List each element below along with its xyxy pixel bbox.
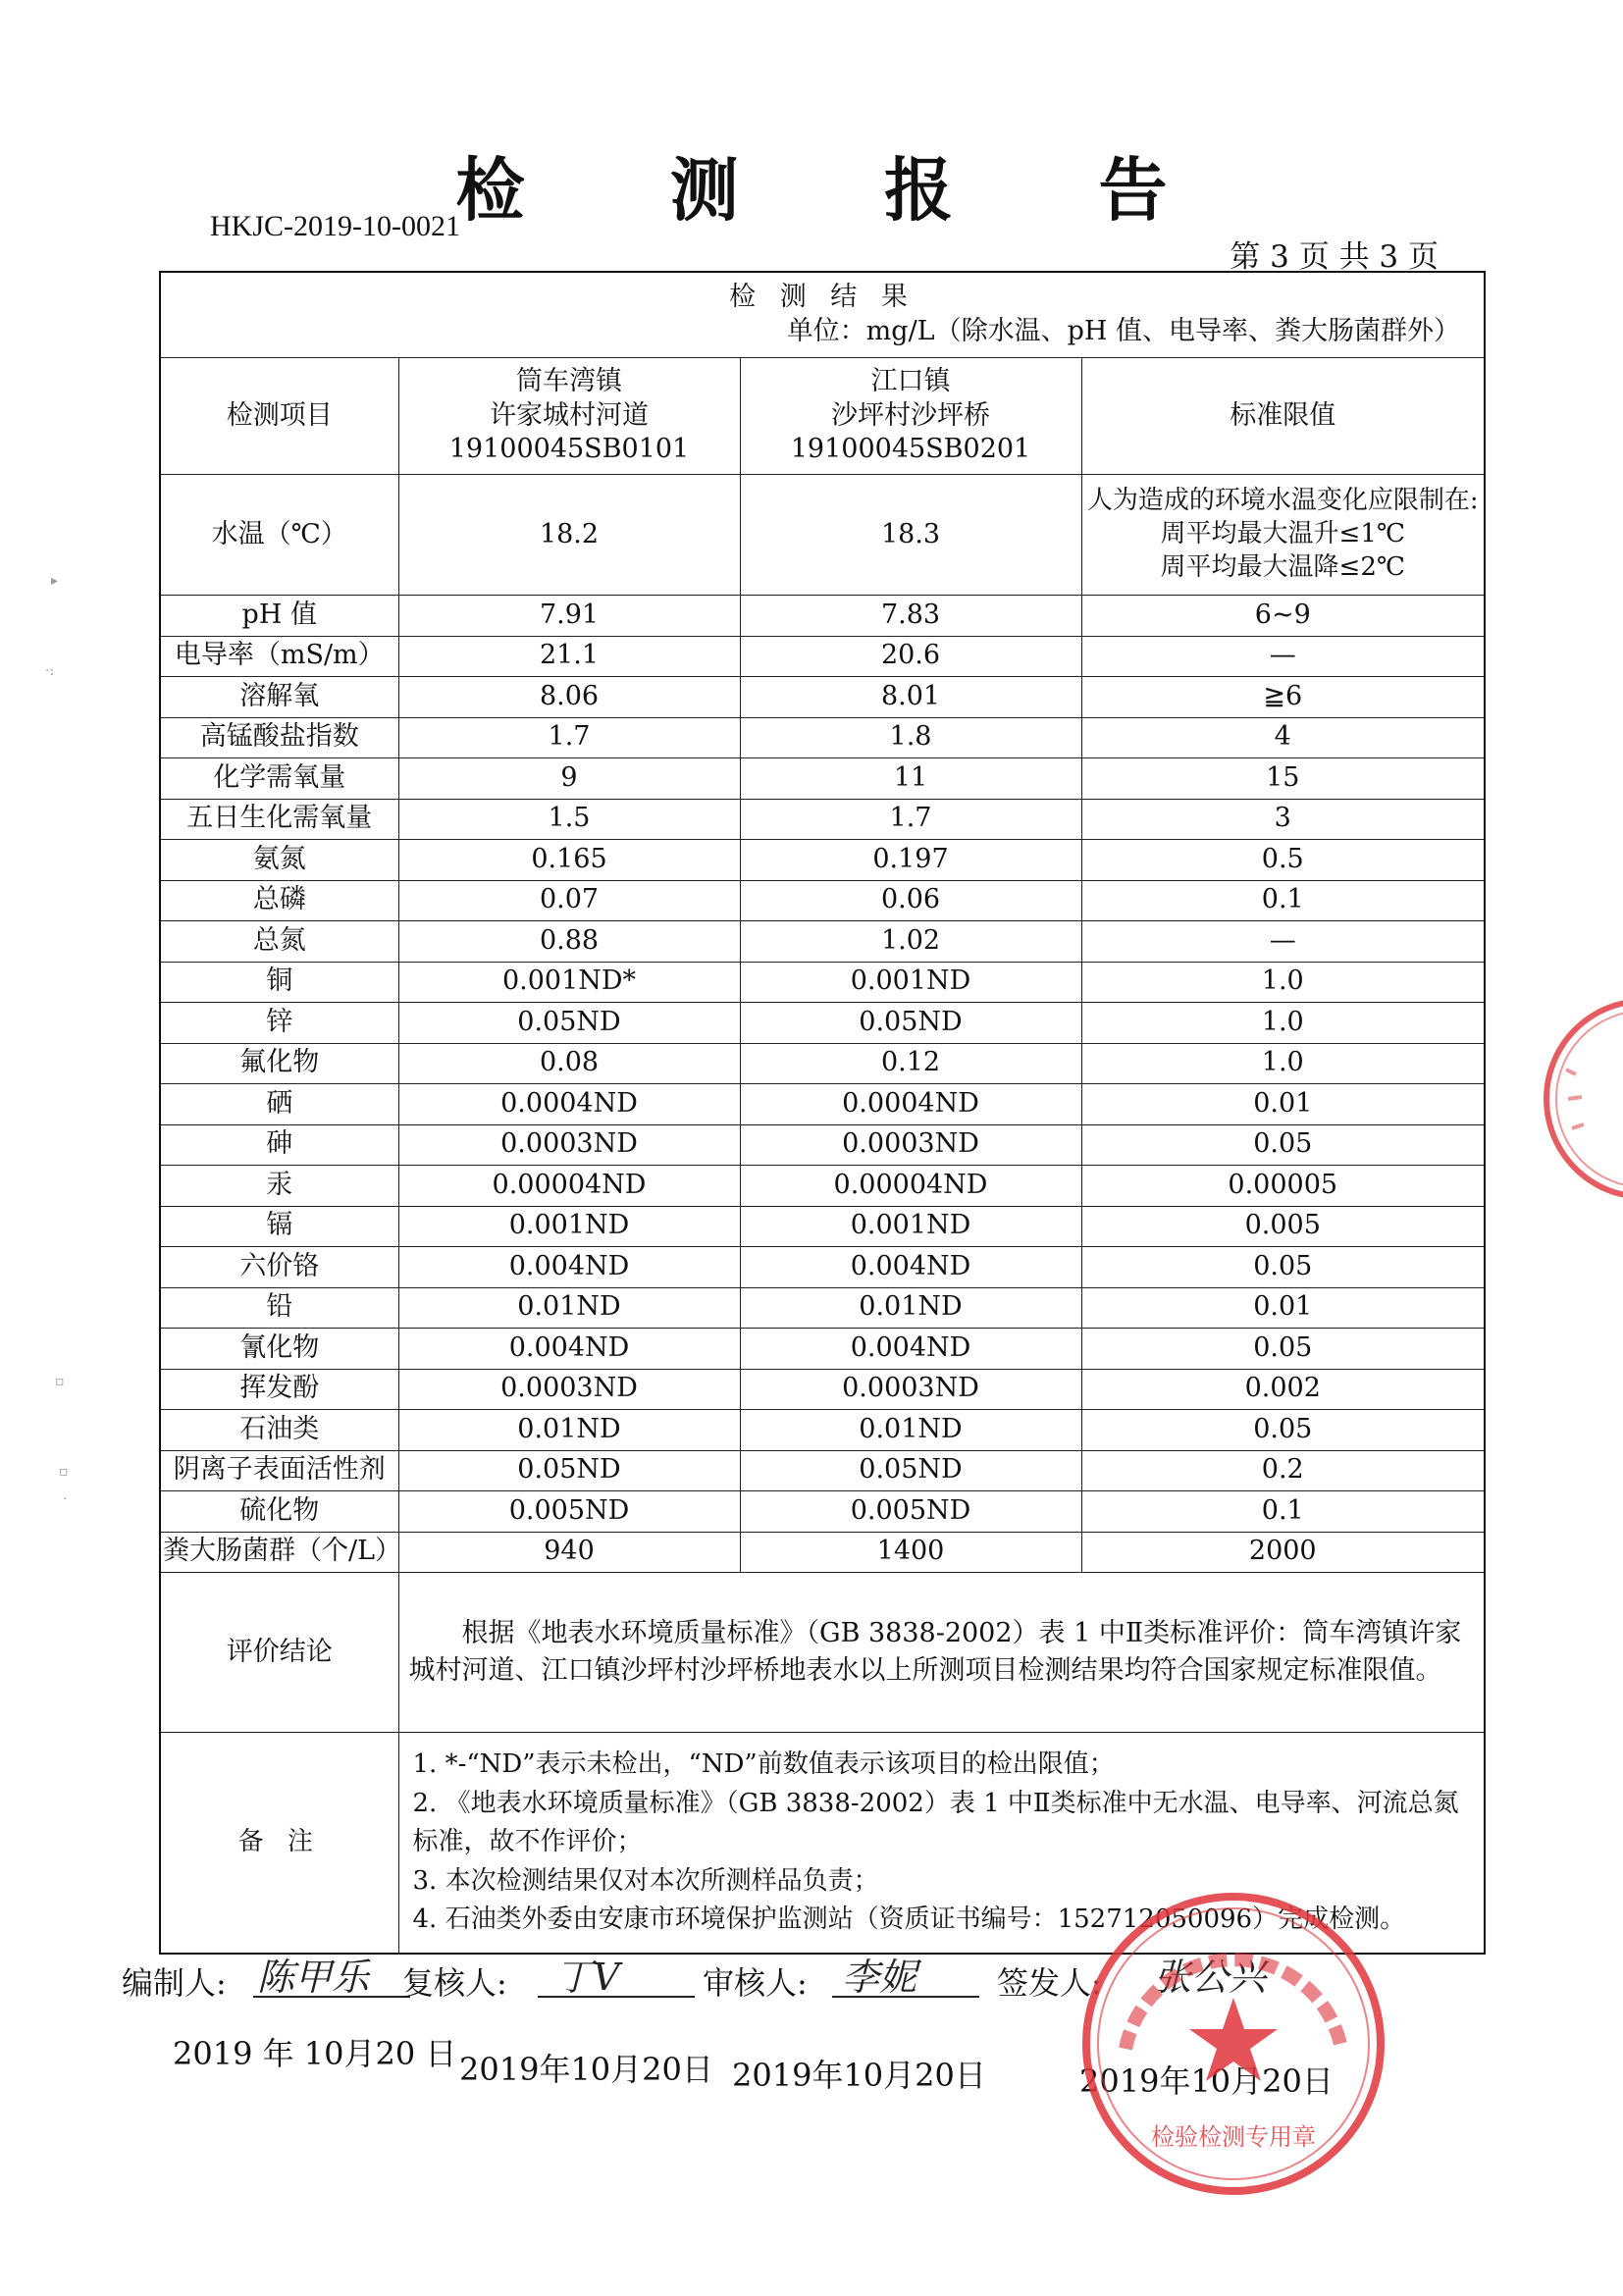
limit-value: 1.0 (1081, 1043, 1485, 1084)
checker-date: 2019年10月20日 (459, 2051, 713, 2088)
site2-value: 0.001ND (740, 962, 1081, 1003)
table-row (160, 1532, 1485, 1573)
item-name: 氟化物 (160, 1043, 398, 1084)
limit-value: 0.1 (1081, 1491, 1485, 1533)
site2-value: 0.0003ND (740, 1124, 1081, 1166)
issuer-label: 签发人: (997, 1964, 1102, 2002)
table-row (160, 1369, 1485, 1410)
site2-value: 1.7 (740, 799, 1081, 840)
note-item: 3. 本次检测结果仅对本次所测样品负责； (412, 1865, 879, 1896)
water-temp-limit-line3: 周平均最大温降≤2℃ (1160, 551, 1405, 582)
site2-value: 0.004ND (740, 1329, 1081, 1370)
item-name: 铅 (160, 1287, 398, 1329)
site1-value: 0.005ND (398, 1491, 740, 1533)
item-name: 总磷 (160, 880, 398, 921)
reviewer-signature: 李妮 (842, 1956, 917, 1999)
site1-location: 许家城村河道 (490, 399, 649, 431)
site1-value: 7.91 (398, 596, 740, 637)
column-header-limit: 标准限值 (1081, 358, 1485, 475)
item-name: 电导率（mS/m） (160, 636, 398, 677)
item-name: 镉 (160, 1206, 398, 1247)
site2-value: 0.005ND (740, 1491, 1081, 1533)
conclusion-text: 根据《地表水环境质量标准》（GB 3838-2002）表 1 中Ⅱ类标准评价：筒车湾镇许家城村河道、江口镇沙坪村沙坪桥地表水以上所测项目检测结果均符合国家规定标准限值。 (398, 1573, 1485, 1733)
site1-value: 0.0003ND (398, 1369, 740, 1410)
site2-value: 1400 (740, 1532, 1081, 1573)
site1-value: 0.001ND (398, 1206, 740, 1247)
site2-value: 20.6 (740, 636, 1081, 677)
limit-value: 0.1 (1081, 880, 1485, 921)
table-row (160, 880, 1485, 921)
item-name: 砷 (160, 1124, 398, 1166)
site1-value: 0.01ND (398, 1410, 740, 1451)
limit-value: 15 (1081, 758, 1485, 800)
item-name: 石油类 (160, 1410, 398, 1451)
item-name: 锌 (160, 1003, 398, 1044)
table-row (160, 1084, 1485, 1125)
table-row (160, 677, 1485, 718)
limit-value: 4 (1081, 717, 1485, 758)
table-heading (160, 272, 1485, 358)
site2-value: 0.05ND (740, 1003, 1081, 1044)
site1-sample-id: 19100045SB0101 (448, 434, 690, 465)
site2-value: 1.8 (740, 717, 1081, 758)
site1-value: 0.004ND (398, 1329, 740, 1370)
reviewer-date: 2019年10月20日 (732, 2057, 986, 2094)
table-row (160, 636, 1485, 677)
site1-value: 0.08 (398, 1043, 740, 1084)
row-water-temp-limit (1081, 475, 1485, 596)
item-name: 氰化物 (160, 1329, 398, 1370)
site1-value: 0.05ND (398, 1450, 740, 1491)
results-table (159, 271, 1486, 1955)
limit-value: 0.2 (1081, 1450, 1485, 1491)
checker-line (538, 1996, 695, 1998)
site2-value: 0.197 (740, 840, 1081, 881)
table-row (160, 799, 1485, 840)
column-header-site1 (398, 358, 740, 475)
table-unit-note: 单位：mg/L（除水温、pH 值、电导率、粪大肠菌群外） (786, 316, 1461, 346)
item-name: 粪大肠菌群（个/L） (160, 1532, 398, 1573)
item-name: 硫化物 (160, 1491, 398, 1533)
note-item: 1. *-“ND”表示未检出，“ND”前数值表示该项目的检出限值； (412, 1749, 1115, 1780)
table-data-rows (160, 596, 1485, 1573)
table-row (160, 1124, 1485, 1166)
compiler-line (253, 1996, 410, 1998)
site2-value: 0.06 (740, 880, 1081, 921)
table-row (160, 962, 1485, 1003)
table-row (160, 921, 1485, 963)
table-heading-title: 检 测 结 果 (729, 282, 916, 313)
site2-value: 0.001ND (740, 1206, 1081, 1247)
site1-value: 0.00004ND (398, 1166, 740, 1207)
water-temp-limit-line2: 周平均最大温升≤1℃ (1160, 519, 1405, 549)
site1-value: 0.001ND* (398, 962, 740, 1003)
table-row (160, 717, 1485, 758)
note-item: 4. 石油类外委由安康市环境保护监测站（资质证书编号：152712050096）完成检测。 (412, 1905, 1406, 1935)
table-row (160, 1043, 1485, 1084)
table-row (160, 1287, 1485, 1329)
report-number: HKJC-2019-10-0021 (210, 210, 460, 242)
site2-town: 江口镇 (870, 366, 951, 397)
site1-value: 0.0003ND (398, 1124, 740, 1166)
item-name: 总氮 (160, 921, 398, 963)
table-row (160, 1491, 1485, 1533)
site1-value: 21.1 (398, 636, 740, 677)
site1-value: 1.5 (398, 799, 740, 840)
checker-signature: 丁V (555, 1956, 620, 1999)
limit-value: 0.002 (1081, 1369, 1485, 1410)
item-name: 高锰酸盐指数 (160, 717, 398, 758)
limit-value: ≧6 (1081, 677, 1485, 718)
site1-town: 筒车湾镇 (516, 366, 622, 397)
site2-sample-id: 19100045SB0201 (790, 434, 1031, 465)
limit-value: 0.01 (1081, 1084, 1485, 1125)
row-water-temp-name: 水温（℃） (160, 475, 398, 596)
site1-value: 0.01ND (398, 1287, 740, 1329)
limit-value: 0.05 (1081, 1329, 1485, 1370)
item-name: 六价铬 (160, 1247, 398, 1288)
table-row (160, 1247, 1485, 1288)
water-temp-limit-line1: 人为造成的环境水温变化应限制在: (1086, 486, 1479, 516)
compiler-date: 2019 年 10月20 日 (173, 2035, 457, 2072)
site2-value: 0.0003ND (740, 1369, 1081, 1410)
limit-value: 0.00005 (1081, 1166, 1485, 1207)
site2-value: 0.05ND (740, 1450, 1081, 1491)
limit-value: 0.05 (1081, 1410, 1485, 1451)
reviewer-label: 审核人: (703, 1964, 808, 2002)
notes-label: 备 注 (160, 1733, 398, 1955)
row-water-temp-site1: 18.2 (398, 475, 740, 596)
item-name: 挥发酚 (160, 1369, 398, 1410)
site1-value: 0.0004ND (398, 1084, 740, 1125)
item-name: 硒 (160, 1084, 398, 1125)
limit-value: — (1081, 921, 1485, 963)
site1-value: 0.07 (398, 880, 740, 921)
table-row (160, 1410, 1485, 1451)
table-row (160, 1450, 1485, 1491)
table-row (160, 1003, 1485, 1044)
limit-value: 6~9 (1081, 596, 1485, 637)
item-name: 汞 (160, 1166, 398, 1207)
item-name: 氨氮 (160, 840, 398, 881)
row-water-temp-site2: 18.3 (740, 475, 1081, 596)
item-name: pH 值 (160, 596, 398, 637)
limit-value: 0.05 (1081, 1124, 1485, 1166)
item-name: 化学需氧量 (160, 758, 398, 800)
partial-seal-icon (1527, 981, 1623, 1217)
site1-value: 1.7 (398, 717, 740, 758)
limit-value: 1.0 (1081, 1003, 1485, 1044)
reviewer-line (832, 1996, 979, 1998)
conclusion-label: 评价结论 (160, 1573, 398, 1733)
site2-value: 0.01ND (740, 1287, 1081, 1329)
table-row (160, 1206, 1485, 1247)
item-name: 铜 (160, 962, 398, 1003)
issuer-signature: 张公兴 (1154, 1956, 1267, 1999)
compiler-signature: 陈甲乐 (257, 1956, 370, 1999)
checker-label: 复核人: (402, 1964, 507, 2002)
limit-value: 1.0 (1081, 962, 1485, 1003)
site2-value: 0.00004ND (740, 1166, 1081, 1207)
site1-value: 0.88 (398, 921, 740, 963)
site2-value: 0.0004ND (740, 1084, 1081, 1125)
limit-value: 0.01 (1081, 1287, 1485, 1329)
site2-value: 8.01 (740, 677, 1081, 718)
page-indicator: 第 3 页 共 3 页 (1230, 239, 1439, 275)
column-header-item: 检测项目 (160, 358, 398, 475)
issuer-date: 2019年10月20日 (1079, 2062, 1334, 2100)
item-name: 五日生化需氧量 (160, 799, 398, 840)
note-item: 2. 《地表水环境质量标准》（GB 3838-2002）表 1 中Ⅱ类标准中无水温、电导率、河流总氮标准，故不作评价； (412, 1788, 1459, 1857)
item-name: 溶解氧 (160, 677, 398, 718)
site2-value: 0.01ND (740, 1410, 1081, 1451)
inspection-seal-icon (1072, 1882, 1395, 2206)
limit-value: 3 (1081, 799, 1485, 840)
report-title: 检 测 报 告 (455, 149, 1229, 231)
site2-location: 沙坪村沙坪桥 (831, 399, 990, 431)
site2-value: 7.83 (740, 596, 1081, 637)
table-row (160, 758, 1485, 800)
site1-value: 9 (398, 758, 740, 800)
item-name: 阴离子表面活性剂 (160, 1450, 398, 1491)
limit-value: — (1081, 636, 1485, 677)
seal-text: 检验检测专用章 (1151, 2123, 1316, 2151)
table-row (160, 596, 1485, 637)
compiler-label: 编制人: (122, 1964, 227, 2002)
site2-value: 11 (740, 758, 1081, 800)
limit-value: 0.005 (1081, 1206, 1485, 1247)
site2-value: 0.004ND (740, 1247, 1081, 1288)
site1-value: 940 (398, 1532, 740, 1573)
table-row (160, 1329, 1485, 1370)
column-header-site2 (740, 358, 1081, 475)
site1-value: 8.06 (398, 677, 740, 718)
limit-value: 0.5 (1081, 840, 1485, 881)
site1-value: 0.05ND (398, 1003, 740, 1044)
table-row (160, 840, 1485, 881)
site2-value: 0.12 (740, 1043, 1081, 1084)
limit-value: 2000 (1081, 1532, 1485, 1573)
site1-value: 0.165 (398, 840, 740, 881)
table-row (160, 1166, 1485, 1207)
site1-value: 0.004ND (398, 1247, 740, 1288)
limit-value: 0.05 (1081, 1247, 1485, 1288)
site2-value: 1.02 (740, 921, 1081, 963)
